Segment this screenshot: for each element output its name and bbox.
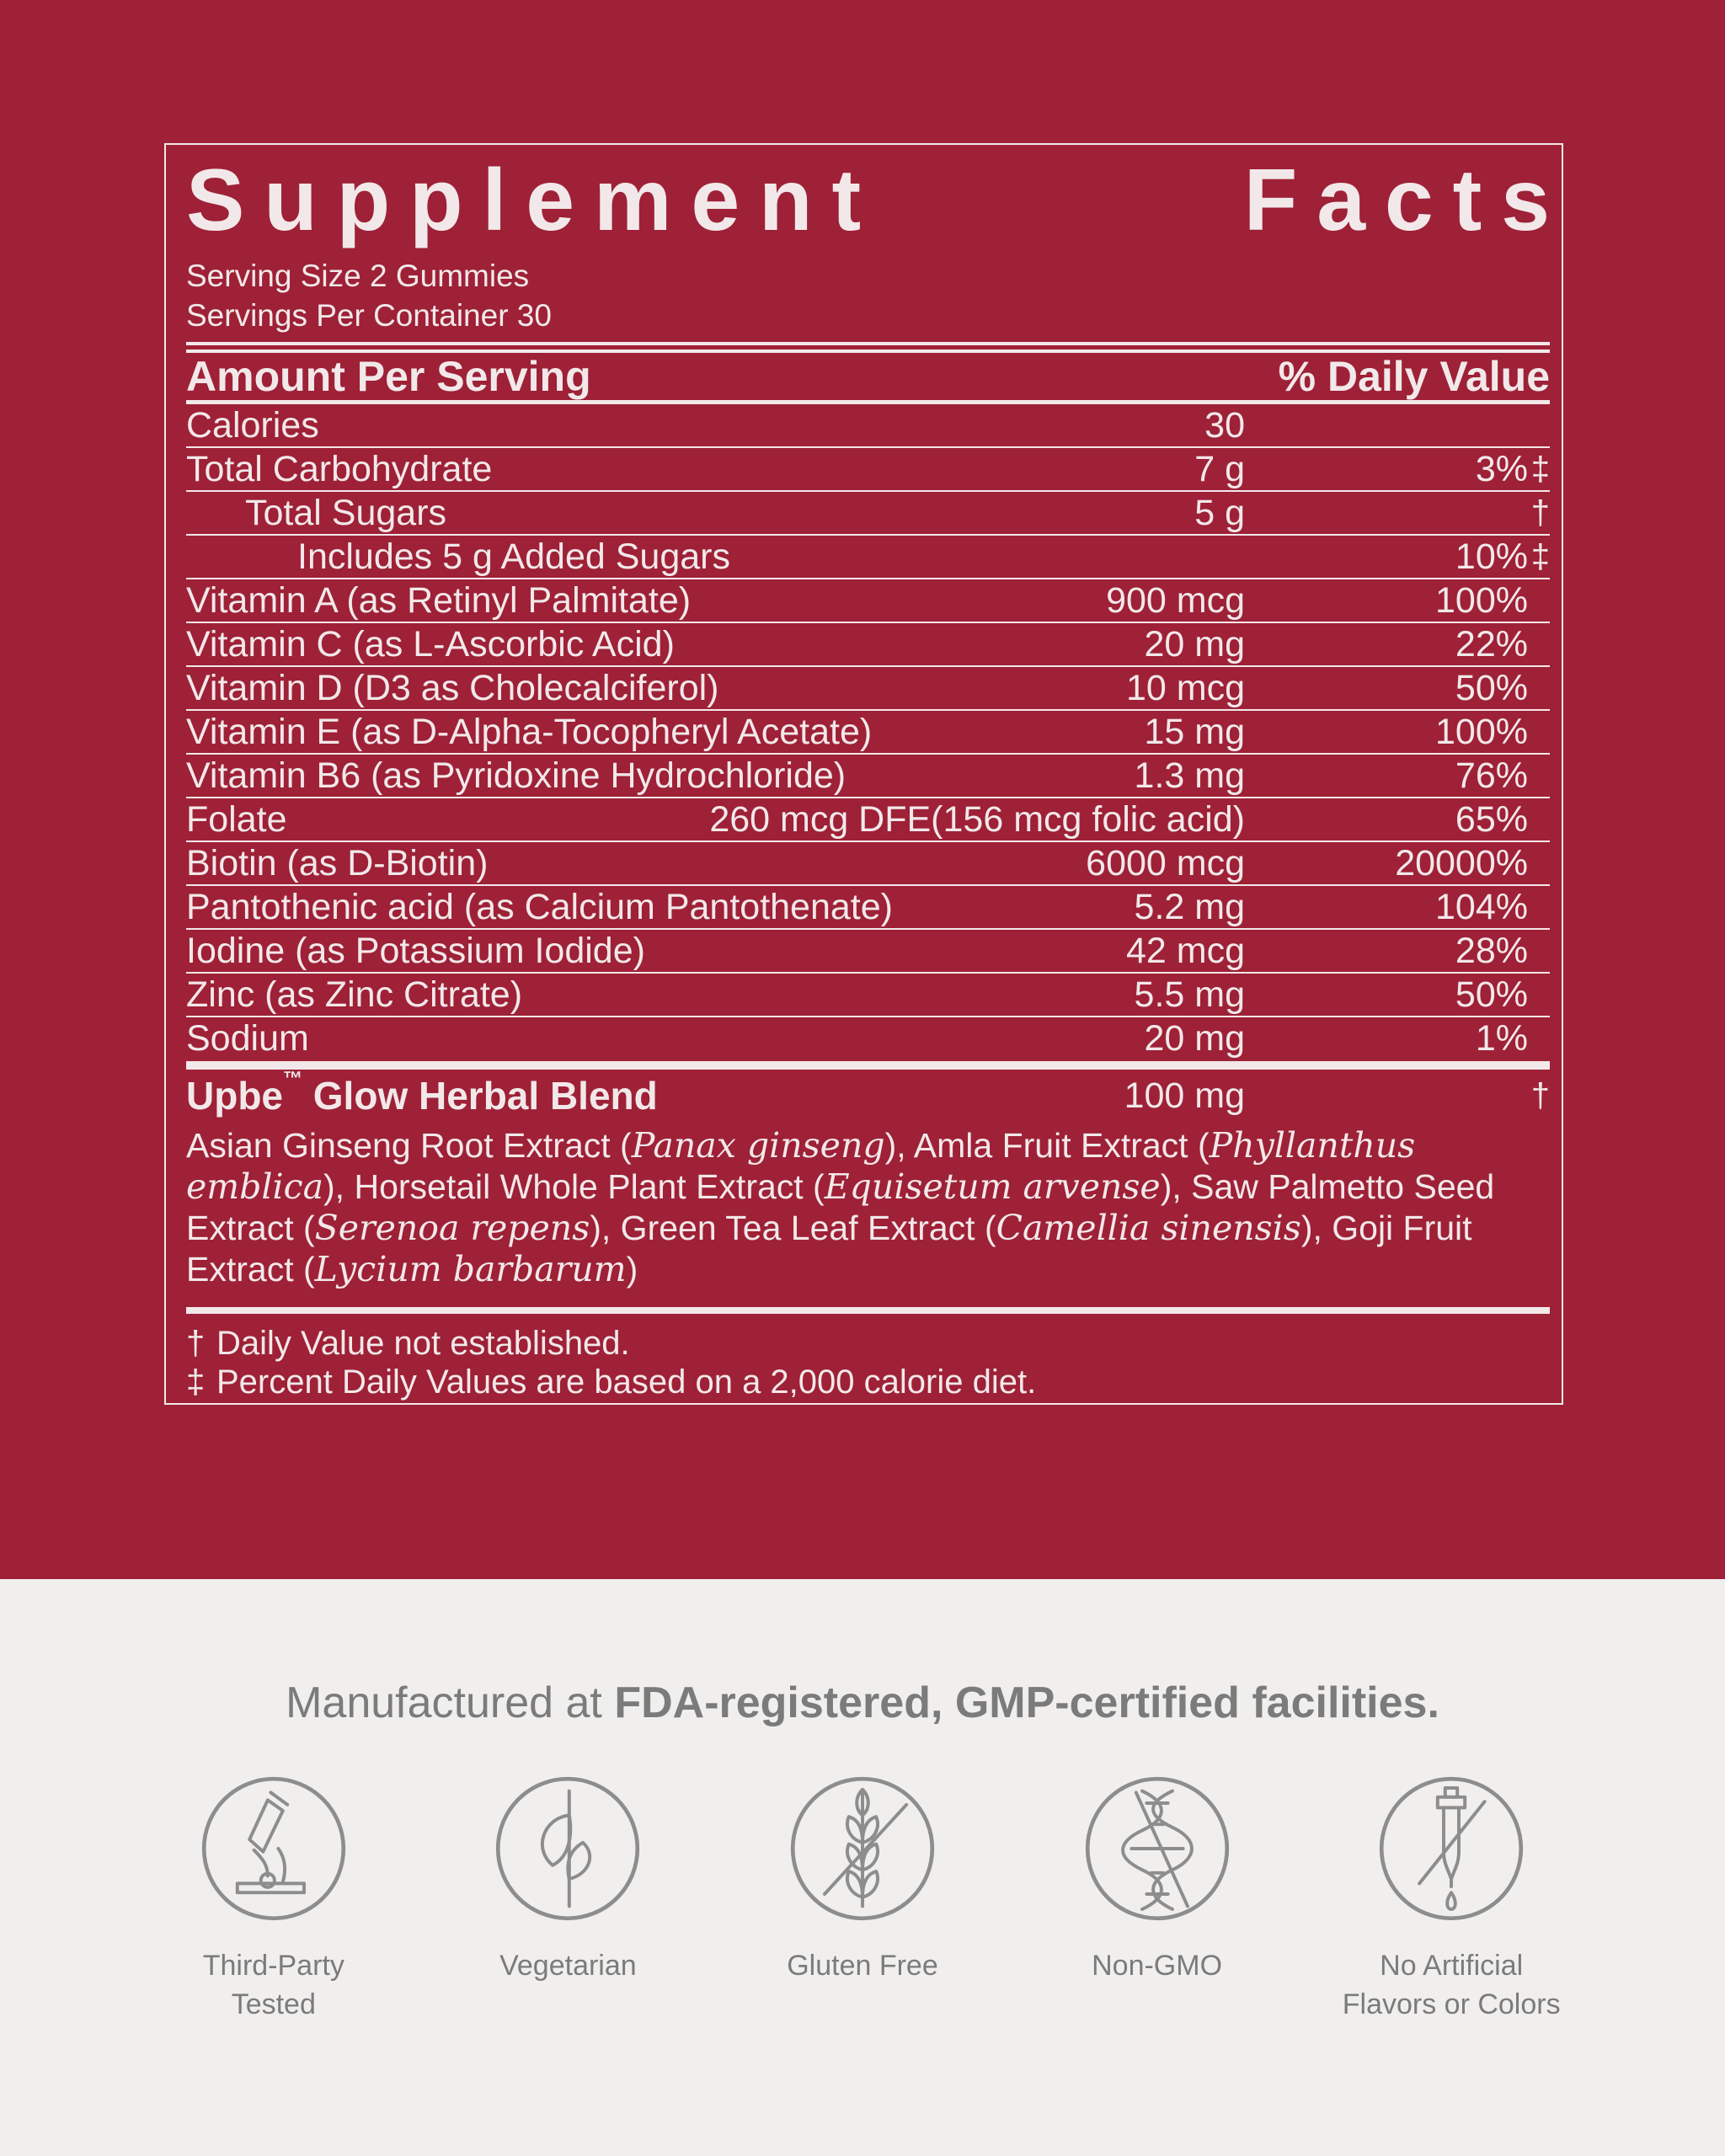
botanical-name: Lycium barbarum <box>314 1249 627 1289</box>
herbal-blend-name <box>186 1067 658 1118</box>
nutrient-daily-value: 100% <box>1435 711 1528 752</box>
table-row <box>186 534 1550 578</box>
badge-gluten-free <box>715 1773 1010 2024</box>
footnote-symbol: ‡ <box>1530 451 1550 488</box>
badge-label-line: Flavors or Colors <box>1342 1988 1561 2020</box>
badge-third-party-tested <box>126 1773 421 2024</box>
footnote-text: Daily Value not established. <box>216 1325 630 1362</box>
nutrient-amount: 20 mg <box>1144 623 1245 664</box>
nutrient-daily-value: 10% <box>1455 536 1528 577</box>
nutrient-name: Vitamin D (D3 as Cholecalciferol) <box>186 667 719 708</box>
nutrient-name: Calories <box>186 404 319 446</box>
nutrient-daily-value: 100% <box>1435 579 1528 621</box>
footnote-rule <box>186 1307 1550 1314</box>
nutrient-name: Folate <box>186 798 287 840</box>
table-row <box>186 972 1550 1016</box>
table-row <box>186 797 1550 841</box>
footnote-symbol: † <box>186 1325 206 1362</box>
nutrient-amount: 42 mcg <box>1125 930 1245 971</box>
ingredient-text: ) <box>626 1250 638 1289</box>
nutrient-amount: 10 mcg <box>1125 667 1245 708</box>
badge-label <box>499 1946 637 1985</box>
ingredient-text: ), Goji Fruit Extract ( <box>186 1209 1472 1289</box>
herbal-blend-row <box>186 1067 1550 1122</box>
badge-no-artificial <box>1304 1773 1599 2024</box>
nutrient-daily-value: 22% <box>1455 623 1528 664</box>
wheat-slash-icon <box>787 1773 938 1924</box>
manufactured-headline <box>0 1579 1725 1729</box>
dna-slash-icon <box>1081 1773 1233 1924</box>
blend-top-rule <box>186 1061 1550 1070</box>
nutrient-amount: 5.5 mg <box>1134 974 1245 1015</box>
nutrient-name: Vitamin E (as D-Alpha-Tocopheryl Acetate) <box>186 711 873 752</box>
footnote-symbol: ‡ <box>1530 538 1550 575</box>
ingredient-text: ), Green Tea Leaf Extract ( <box>590 1209 996 1247</box>
nutrient-amount: 260 mcg DFE(156 mcg folic acid) <box>709 798 1245 840</box>
badge-label-line: Third-Party <box>202 1950 344 1982</box>
daily-value-header: % Daily Value <box>1278 353 1550 400</box>
footnote-text: Percent Daily Values are based on a 2,000 calorie diet. <box>216 1364 1037 1401</box>
nutrient-amount: 5.2 mg <box>1134 886 1245 927</box>
headline-bold: FDA-registered, GMP-certified facilities. <box>614 1678 1439 1727</box>
nutrient-daily-value: 20000% <box>1395 842 1528 883</box>
badge-label <box>1343 1946 1561 2024</box>
nutrient-daily-value: 50% <box>1455 667 1528 708</box>
botanical-name: Panax ginseng <box>631 1125 885 1166</box>
headline-regular: Manufactured at <box>286 1678 615 1727</box>
badge-label <box>1092 1946 1222 1985</box>
nutrient-name: Pantothenic acid (as Calcium Pantothenate) <box>186 886 893 927</box>
botanical-name: Phyllanthus emblica <box>186 1125 1416 1207</box>
botanical-name: Equisetum arvense <box>824 1166 1161 1207</box>
nutrient-daily-value: 3% <box>1475 448 1528 489</box>
badge-vegetarian <box>421 1773 716 2024</box>
nutrient-daily-value: 76% <box>1455 755 1528 796</box>
badge-label-line: Vegetarian <box>499 1950 637 1982</box>
blend-name-rest: Glow Herbal Blend <box>302 1074 658 1118</box>
nutrient-name: Total Sugars <box>245 492 447 533</box>
nutrient-daily-value: 104% <box>1435 886 1528 927</box>
footer-section <box>0 1579 1725 2156</box>
brand-name: Upbe <box>186 1074 283 1118</box>
nutrient-name: Iodine (as Potassium Iodide) <box>186 930 645 971</box>
dropper-slash-icon <box>1375 1773 1527 1924</box>
table-row <box>186 1016 1550 1059</box>
footnote-symbol: † <box>1530 494 1550 531</box>
trademark-symbol: ™ <box>283 1067 302 1090</box>
badge-label-line: No Artificial <box>1380 1950 1524 1982</box>
table-header <box>186 353 1550 400</box>
table-row <box>186 841 1550 884</box>
table-row <box>186 404 1550 446</box>
nutrient-name: Zinc (as Zinc Citrate) <box>186 974 523 1015</box>
nutrient-amount: 900 mcg <box>1106 579 1245 621</box>
nutrient-name: Vitamin B6 (as Pyridoxine Hydrochloride) <box>186 755 846 796</box>
title-supplement: Supplement <box>186 152 880 249</box>
badge-label <box>787 1946 938 1985</box>
table-row <box>186 709 1550 753</box>
supplement-facts-panel <box>164 143 1569 1405</box>
nutrient-name: Sodium <box>186 1017 309 1059</box>
ingredient-text: ), Amla Fruit Extract ( <box>884 1126 1210 1165</box>
nutrient-daily-value: 65% <box>1455 798 1528 840</box>
nutrient-name: Vitamin C (as L-Ascorbic Acid) <box>186 623 675 664</box>
nutrient-name: Biotin (as D-Biotin) <box>186 842 489 883</box>
panel-title <box>186 152 1569 249</box>
ingredient-text: Asian Ginseng Root Extract ( <box>186 1126 632 1165</box>
servings-per-container: Servings Per Container 30 <box>186 298 552 333</box>
nutrient-table <box>186 404 1550 1059</box>
nutrient-amount: 1.3 mg <box>1134 755 1245 796</box>
nutrient-amount: 5 g <box>1194 492 1245 533</box>
table-row <box>186 753 1550 797</box>
badge-label <box>203 1946 344 2024</box>
nutrient-amount: 6000 mcg <box>1086 842 1245 883</box>
badge-non-gmo <box>1010 1773 1305 2024</box>
botanical-name: Camellia sinensis <box>996 1208 1301 1248</box>
ingredient-text: ), Horsetail Whole Plant Extract ( <box>323 1167 825 1206</box>
table-row <box>186 578 1550 622</box>
nutrient-name: Includes 5 g Added Sugars <box>297 536 730 577</box>
herbal-blend-amount: 100 mg <box>1124 1075 1245 1116</box>
nutrient-name: Total Carbohydrate <box>186 448 493 489</box>
herbal-blend-dagger: † <box>1530 1077 1550 1114</box>
ingredient-text: ), Saw Palmetto Seed Extract ( <box>186 1167 1495 1247</box>
footnotes <box>186 1324 1550 1401</box>
serving-info <box>186 256 1550 335</box>
herbal-blend-ingredients <box>186 1125 1550 1290</box>
badge-label-line: Non-GMO <box>1092 1950 1223 1982</box>
badge-label-line: Gluten Free <box>787 1950 938 1982</box>
footnote-symbol: ‡ <box>186 1364 206 1401</box>
nutrient-amount: 20 mg <box>1144 1017 1245 1059</box>
table-row <box>186 928 1550 972</box>
nutrient-daily-value: 1% <box>1475 1017 1528 1059</box>
table-row <box>186 665 1550 709</box>
nutrient-daily-value: 28% <box>1455 930 1528 971</box>
table-row <box>186 622 1550 665</box>
nutrient-name: Vitamin A (as Retinyl Palmitate) <box>186 579 692 621</box>
leaf-icon <box>492 1773 644 1924</box>
badge-label-line: Tested <box>231 1988 316 2020</box>
botanical-name: Serenoa repens <box>314 1208 590 1248</box>
footnote <box>186 1324 1550 1363</box>
amount-per-serving-header: Amount Per Serving <box>186 353 591 400</box>
nutrient-amount: 15 mg <box>1144 711 1245 752</box>
nutrient-daily-value: 50% <box>1455 974 1528 1015</box>
title-facts: Facts <box>1243 152 1569 249</box>
footnote <box>186 1363 1550 1401</box>
microscope-icon <box>198 1773 350 1924</box>
table-row <box>186 490 1550 534</box>
table-row <box>186 446 1550 490</box>
table-row <box>186 884 1550 928</box>
nutrient-amount: 7 g <box>1194 448 1245 489</box>
serving-size: Serving Size 2 Gummies <box>186 259 530 293</box>
nutrient-amount: 30 <box>1204 404 1245 446</box>
badges-row <box>0 1729 1725 2024</box>
